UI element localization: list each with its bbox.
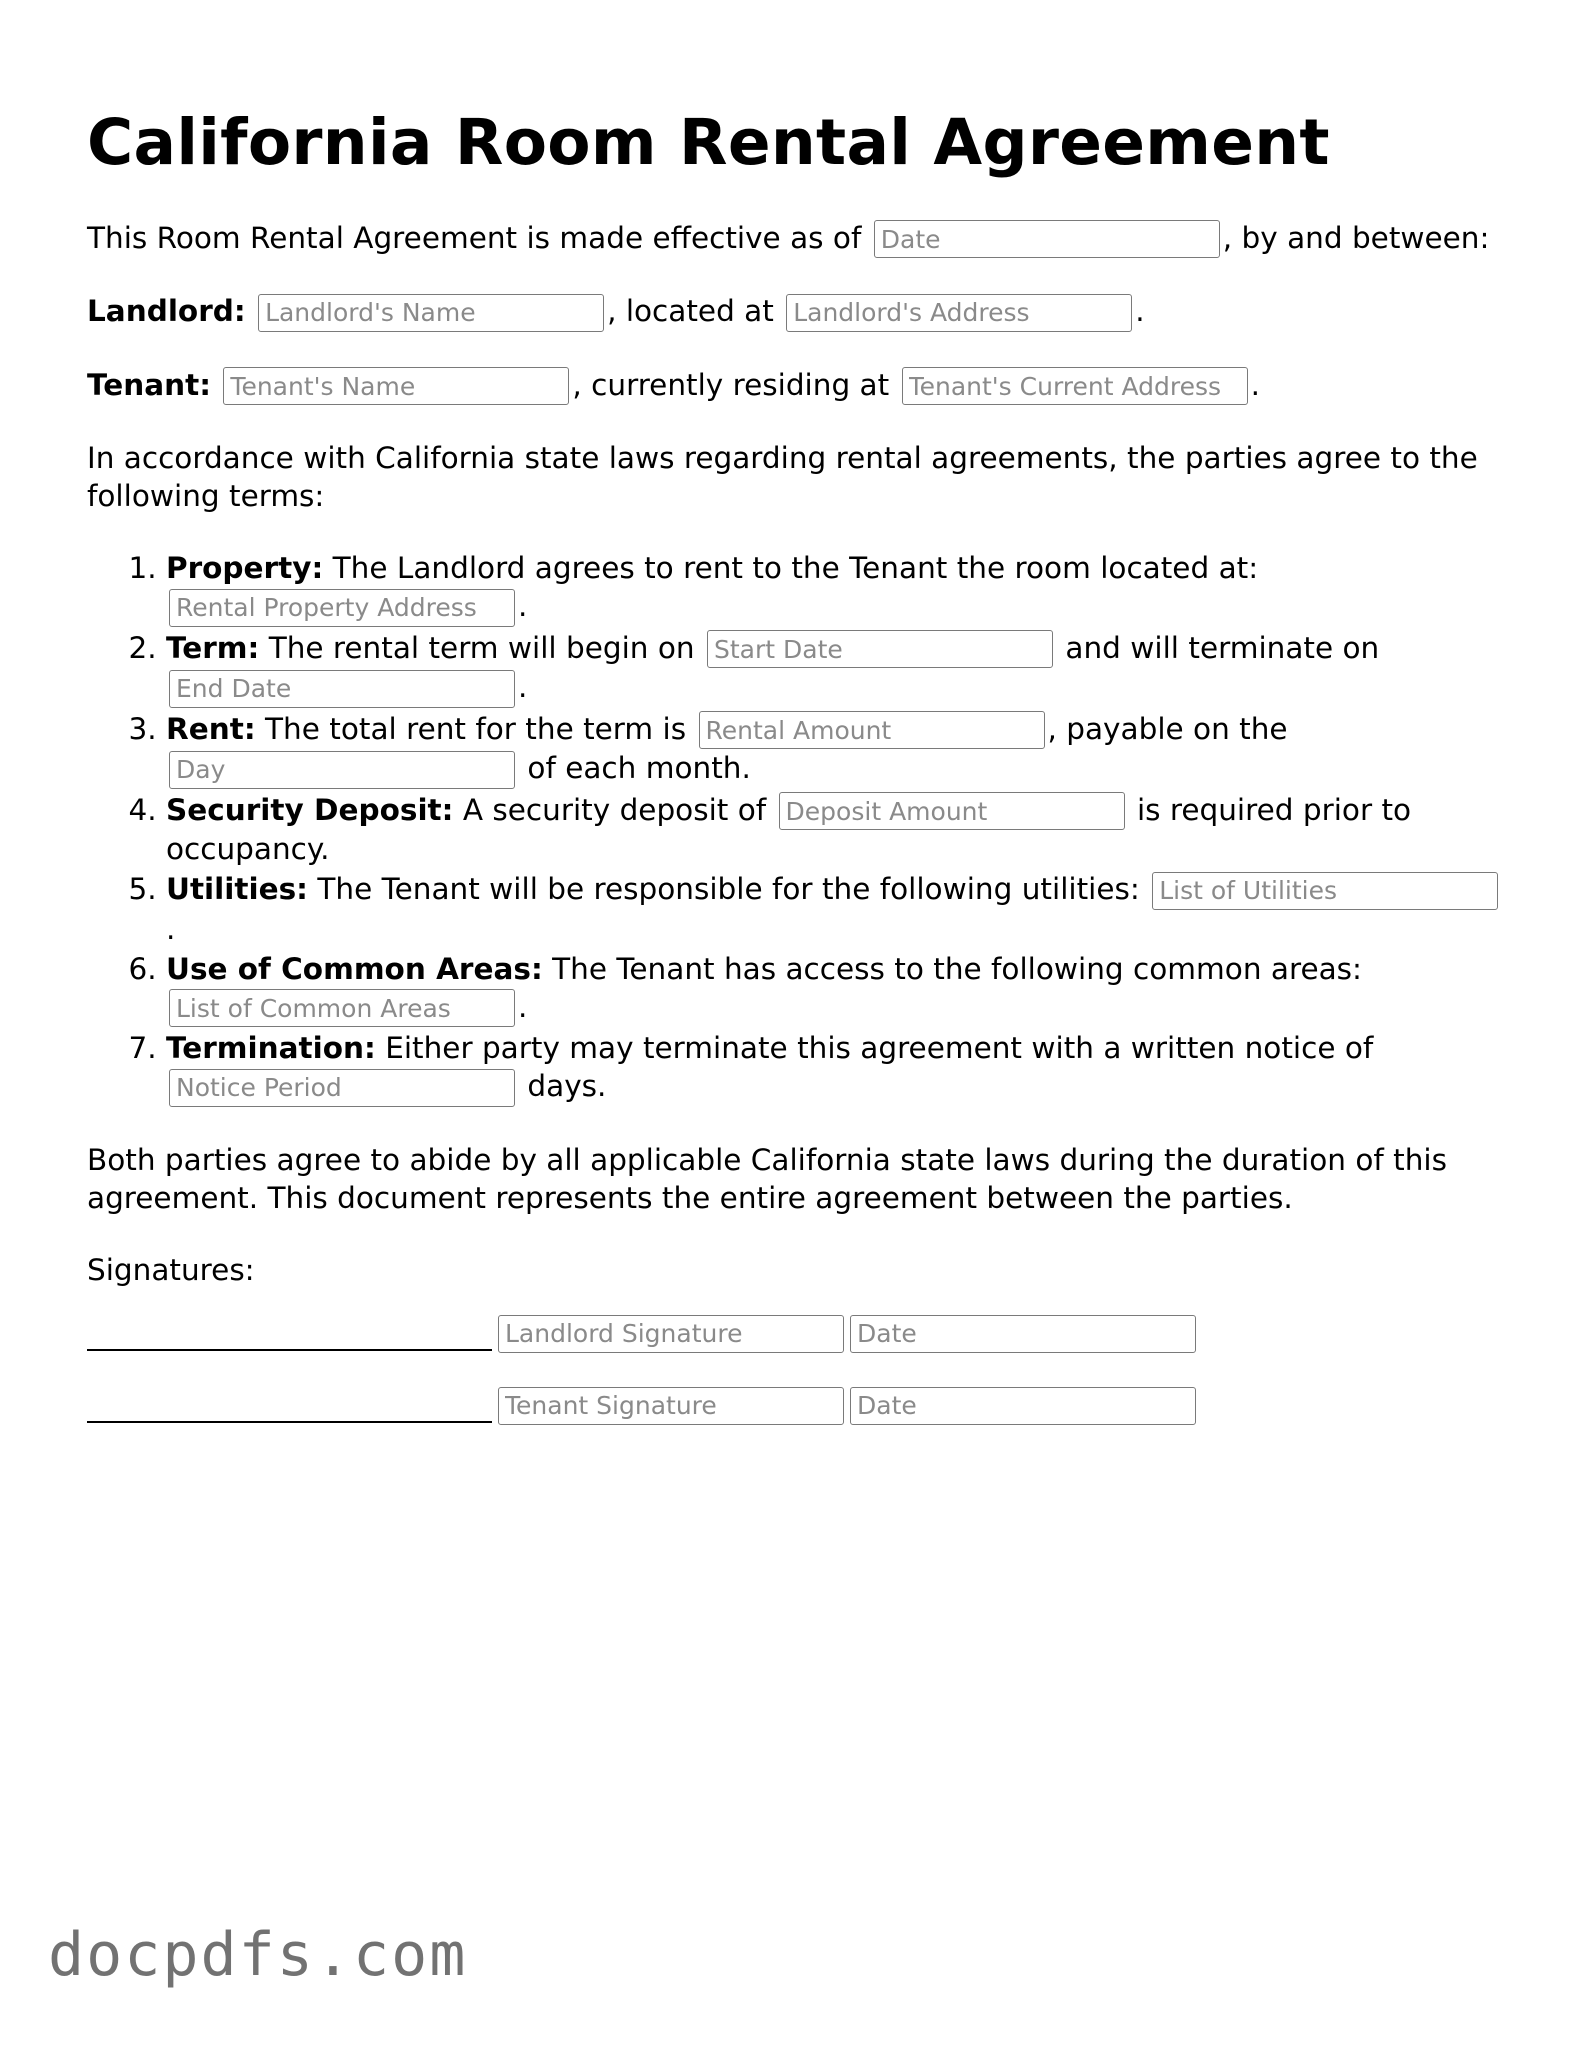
effective-date-input[interactable] — [874, 220, 1220, 258]
term-utilities — [166, 870, 1507, 948]
tenant-paragraph — [87, 366, 1507, 406]
watermark: docpdfs.com — [48, 1920, 468, 1990]
term-term — [166, 629, 1507, 708]
term-rent-middle: , payable on the — [1047, 711, 1288, 746]
tenant-name-input[interactable] — [223, 367, 569, 405]
term-rent-label: Rent: — [166, 711, 256, 746]
term-rent-end: of each month. — [527, 751, 751, 786]
intro-text-before: This Room Rental Agreement is made effective as of — [87, 220, 862, 255]
term-term-end: . — [518, 670, 528, 705]
document-page — [87, 105, 1507, 1459]
rental-amount-input[interactable] — [699, 711, 1045, 749]
landlord-end-text: . — [1135, 294, 1145, 329]
landlord-address-input[interactable] — [786, 294, 1132, 332]
start-date-input[interactable] — [707, 630, 1053, 668]
term-common-areas-label: Use of Common Areas: — [166, 951, 543, 986]
term-common-areas-end: . — [518, 989, 528, 1024]
intro-text-after: , by and between: — [1222, 220, 1490, 255]
tenant-signature-row — [87, 1387, 1507, 1425]
landlord-label: Landlord: — [87, 294, 246, 329]
term-deposit — [166, 791, 1507, 869]
tenant-middle-text: , currently residing at — [572, 367, 890, 402]
term-deposit-end: is required prior to occupancy. — [166, 792, 1412, 867]
term-property-label: Property: — [166, 551, 324, 586]
landlord-signature-row — [87, 1315, 1507, 1353]
landlord-signature-line — [87, 1317, 492, 1351]
term-property — [166, 549, 1507, 627]
tenant-signature-input[interactable] — [498, 1387, 844, 1425]
term-rent — [166, 710, 1507, 789]
landlord-signature-date-input[interactable] — [850, 1315, 1196, 1353]
signatures-heading: Signatures: — [87, 1252, 255, 1287]
tenant-signature-line — [87, 1389, 492, 1423]
tenant-label: Tenant: — [87, 367, 212, 402]
landlord-middle-text: , located at — [607, 294, 774, 329]
landlord-signature-input[interactable] — [498, 1315, 844, 1353]
term-term-label: Term: — [166, 630, 260, 665]
closing-paragraph: Both parties agree to abide by all applicable California state laws during the duration of this agreement. This document represents the entire agreement between the parties. — [87, 1142, 1447, 1215]
term-utilities-text: The Tenant will be responsible for the following utilities: — [317, 872, 1140, 907]
deposit-amount-input[interactable] — [779, 792, 1125, 830]
term-utilities-end: . — [166, 911, 176, 946]
accordance-paragraph: In accordance with California state laws regarding rental agreements, the parties agree to the following terms: — [87, 441, 1478, 514]
intro-paragraph — [87, 219, 1507, 259]
tenant-signature-date-input[interactable] — [850, 1387, 1196, 1425]
rental-property-address-input[interactable] — [169, 589, 515, 627]
term-property-text: The Landlord agrees to rent to the Tenant the room located at: — [332, 551, 1259, 586]
term-common-areas — [166, 950, 1507, 1028]
term-deposit-label: Security Deposit: — [166, 792, 454, 827]
page-title: California Room Rental Agreement — [87, 106, 1330, 179]
landlord-name-input[interactable] — [258, 294, 604, 332]
end-date-input[interactable] — [169, 670, 515, 708]
term-termination-label: Termination: — [166, 1031, 376, 1066]
term-rent-text: The total rent for the term is — [265, 711, 687, 746]
term-term-text: The rental term will begin on — [268, 630, 695, 665]
term-termination — [166, 1029, 1507, 1107]
utilities-list-input[interactable] — [1152, 872, 1498, 910]
notice-period-input[interactable] — [169, 1069, 515, 1107]
tenant-end-text: . — [1250, 367, 1260, 402]
term-term-middle: and will terminate on — [1065, 630, 1380, 665]
term-property-end: . — [518, 589, 528, 624]
term-deposit-text: A security deposit of — [462, 792, 767, 827]
rent-day-input[interactable] — [169, 751, 515, 789]
common-areas-list-input[interactable] — [169, 989, 515, 1027]
term-common-areas-text: The Tenant has access to the following common areas: — [552, 951, 1362, 986]
tenant-address-input[interactable] — [902, 367, 1248, 405]
term-termination-text: Either party may terminate this agreement with a written notice of — [385, 1031, 1374, 1066]
terms-list — [87, 549, 1507, 1107]
landlord-paragraph — [87, 292, 1507, 332]
term-termination-end: days. — [527, 1069, 607, 1104]
term-utilities-label: Utilities: — [166, 872, 308, 907]
